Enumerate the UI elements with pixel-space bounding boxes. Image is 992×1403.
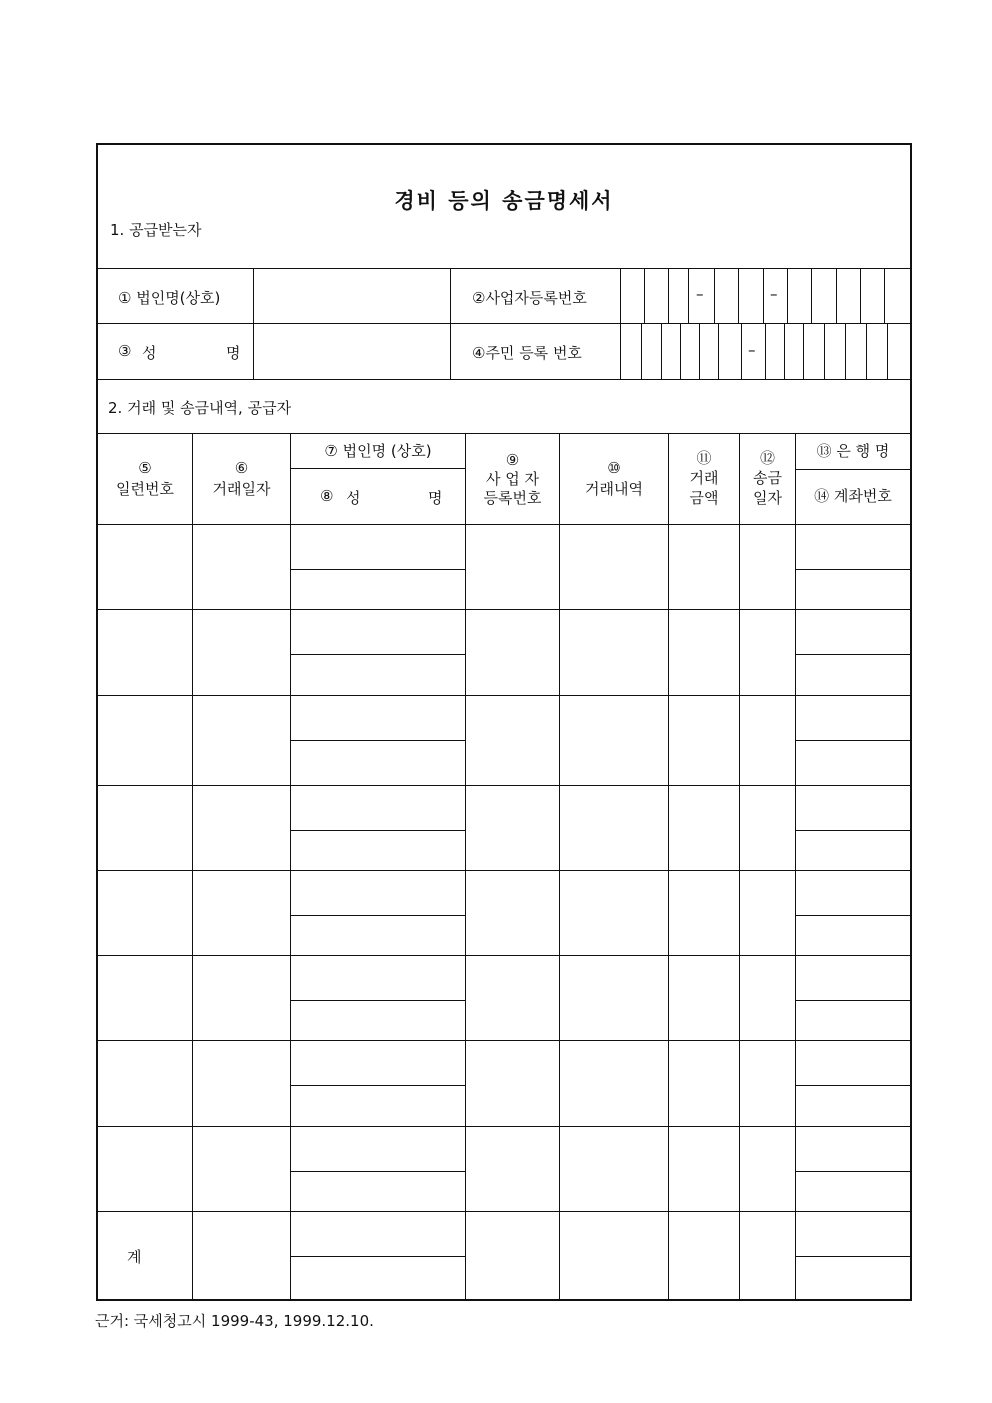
divider <box>866 323 867 379</box>
col-remit-date-no: ⑫ <box>759 449 775 467</box>
col-name-a: 성 <box>346 489 361 507</box>
divider <box>795 469 910 470</box>
col-detail-no: ⑩ <box>607 459 621 477</box>
corp-name-label: ① 법인명(상호) <box>118 289 221 307</box>
table-row[interactable] <box>98 610 910 695</box>
divider <box>811 268 812 323</box>
col-serial-no: ⑤ <box>138 459 152 477</box>
divider <box>98 379 910 380</box>
resident-reg-label: ④주민 등록 번호 <box>472 344 582 362</box>
col-date-no: ⑥ <box>234 459 249 477</box>
table-row[interactable] <box>98 1127 910 1211</box>
divider <box>661 323 662 379</box>
table-row[interactable] <box>98 1041 910 1126</box>
table-row[interactable] <box>98 871 910 955</box>
table-row[interactable] <box>98 525 910 609</box>
table-row[interactable] <box>98 956 910 1040</box>
section1-heading: 1. 공급받는자 <box>110 221 202 239</box>
biz-reg-dash-1: – <box>696 285 704 303</box>
divider <box>98 323 910 324</box>
biz-reg-label: ②사업자등록번호 <box>472 289 587 307</box>
col-amount-no: ⑪ <box>696 449 712 467</box>
col-bizreg-no: ⑨ <box>505 451 520 469</box>
col-bizreg-b: 등록번호 <box>483 489 542 507</box>
divider <box>714 268 715 323</box>
col-detail: 거래내역 <box>585 480 643 498</box>
divider <box>845 323 846 379</box>
divider <box>738 268 739 323</box>
total-label: 계 <box>127 1248 142 1266</box>
form-title: 경비 등의 송금명세서 <box>394 189 614 213</box>
divider <box>824 323 825 379</box>
table-row[interactable] <box>98 696 910 785</box>
divider <box>620 268 621 379</box>
col-corp-name: ⑦ 법인명 (상호) <box>324 442 432 460</box>
name-label-no: ③ <box>118 342 132 360</box>
section2-heading: 2. 거래 및 송금내역, 공급자 <box>108 399 292 417</box>
name-label-b: 명 <box>226 344 241 362</box>
col-remit-date-a: 송금 <box>753 469 782 487</box>
col-serial: 일련번호 <box>116 480 174 498</box>
col-amount-a: 거래 <box>689 469 719 487</box>
divider <box>699 323 700 379</box>
divider <box>290 468 465 469</box>
col-bank-name: ⑬ 은 행 명 <box>816 442 890 460</box>
col-name-b: 명 <box>428 489 443 507</box>
name-label-a: 성 <box>142 344 157 362</box>
divider <box>803 323 804 379</box>
divider <box>450 268 451 379</box>
name-field[interactable] <box>254 324 449 379</box>
divider <box>784 323 785 379</box>
col-amount-b: 금액 <box>689 489 719 507</box>
divider <box>718 323 719 379</box>
divider <box>98 433 910 434</box>
divider <box>644 268 645 323</box>
remittance-form <box>96 143 912 1301</box>
col-date: 거래일자 <box>212 480 271 498</box>
divider <box>741 323 742 379</box>
divider <box>860 268 861 323</box>
divider <box>688 268 689 323</box>
divider <box>884 268 885 323</box>
divider <box>765 323 766 379</box>
total-row[interactable] <box>98 1212 910 1301</box>
divider <box>98 268 910 269</box>
divider <box>680 323 681 379</box>
corp-name-field[interactable] <box>254 269 449 323</box>
divider <box>887 323 888 379</box>
divider <box>787 268 788 323</box>
col-name-no: ⑧ <box>320 487 334 505</box>
divider <box>668 268 669 323</box>
resident-reg-dash: – <box>748 341 756 359</box>
col-remit-date-b: 일자 <box>753 489 782 507</box>
col-bizreg-a: 사 업 자 <box>485 470 539 488</box>
divider <box>836 268 837 323</box>
divider <box>763 268 764 323</box>
col-account-no: ⑭ 계좌번호 <box>814 487 892 505</box>
biz-reg-dash-2: – <box>770 285 778 303</box>
table-row[interactable] <box>98 786 910 870</box>
footer-basis: 근거: 국세청고시 1999-43, 1999.12.10. <box>95 1312 374 1330</box>
divider <box>641 323 642 379</box>
